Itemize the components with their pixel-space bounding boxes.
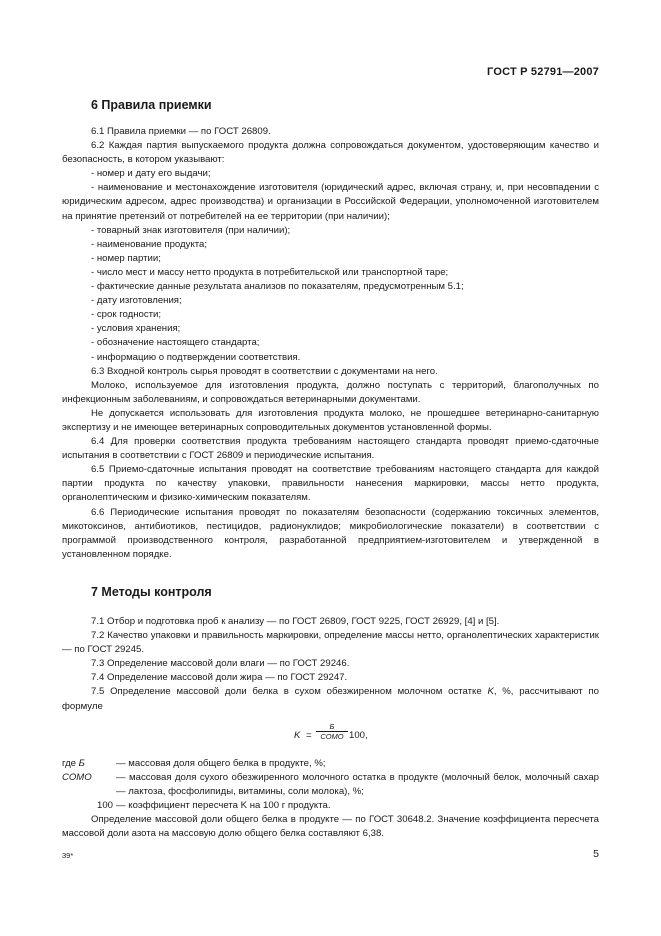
list-item: - срок годности; <box>91 309 162 321</box>
list-item: - номер и дату его выдачи; <box>91 168 211 180</box>
formula-equals: = <box>306 729 312 741</box>
formula-lhs: K <box>294 729 301 741</box>
para-7-2: 7.2 Качество упаковки и правильность маркировки, определение массы нетто, органолептических характеристик — по ГОСТ 29245. <box>62 630 599 656</box>
definition-text: — массовая доля общего белка в продукте, %; <box>116 757 326 769</box>
para-7-5-end: , %, рассчитывают по формуле <box>62 686 599 712</box>
para-6-3: 6.3 Входной контроль сырья проводят в соответствии с документами на него. <box>91 365 438 377</box>
para-6-2: 6.2 Каждая партия выпускаемого продукта должна сопровождаться документом, удостоверяющим качество и безопасность, в котором указывают: <box>62 140 599 166</box>
para-6-4: 6.4 Для проверки соответствия продукта требованиям настоящего стандарта проводят приемо-сдаточные испытания в соответствии с ГОСТ 26809 и периодические испытания. <box>62 436 599 462</box>
section-6-body <box>62 125 599 562</box>
para-6-1: 6.1 Правила приемки — по ГОСТ 26809. <box>91 126 271 137</box>
para-7-5 <box>62 685 599 713</box>
para-7-5-start: 7.5 Определение массовой доли белка в сухом обезжиренном молочном остатке <box>91 686 488 698</box>
definition-row <box>62 799 599 813</box>
para-6-3-milk: Молоко, используемое для изготовления продукта, должно поступать с территорий, благополучных по инфекционным заболеваниям, и сопровождаться ветеринарными документами. <box>62 379 599 405</box>
formula <box>62 723 599 751</box>
list-item: - товарный знак изготовителя (при наличии); <box>91 224 291 236</box>
list-item: - число мест и массу нетто продукта в потребительской или транспортной таре; <box>91 266 449 278</box>
list-item: - информацию о подтверждении соответствия. <box>91 351 301 363</box>
definition-symbol: 100 <box>96 799 113 811</box>
list-item: - наименование и местонахождение изготовителя (юридический адрес, включая страну, и, при несовпадении с юридическим адресом, адрес производства) и организации в Российской Федерации, уполномоченной изготовителем на принятие претензий от потребителей на ее территории (при наличии); <box>62 182 599 222</box>
definition-row <box>62 757 599 771</box>
definition-text: — массовая доля сухого обезжиренного молочного остатка в продукте (молочный белок, молочный сахар — лактоза, фосфолипиды, витамины, соли молока), %; <box>116 771 599 797</box>
section-6-title: 6 Правила приемки <box>91 98 212 112</box>
definition-prefix: где <box>62 757 79 769</box>
list-item: - номер партии; <box>91 252 161 264</box>
var-k: K <box>487 686 494 698</box>
definition-symbol: Б <box>78 757 85 769</box>
list-item: - фактические данные результата анализов по показателям, предусмотренным 5.1; <box>91 281 464 293</box>
page-number: 5 <box>593 848 599 860</box>
para-7-3: 7.3 Определение массовой доли влаги — по ГОСТ 29246. <box>91 658 350 670</box>
para-6-3-forbidden: Не допускается использовать для изготовления продукта молоко, не прошедшее ветеринарно-санитарную экспертизу и не имеющее ветеринарных сопроводительных документов установленной формы. <box>62 407 599 433</box>
definition-row <box>62 771 599 799</box>
formula-fraction <box>316 722 348 741</box>
para-7-5-protein: Определение массовой доли общего белка в продукте — по ГОСТ 30648.2. Значение коэффициента пересчета массовой доли азота на массовую долю общего белка составляют 6,38. <box>62 814 599 840</box>
para-6-6: 6.6 Периодические испытания проводят по показателям безопасности (содержанию токсичных элементов, микотоксинов, антибиотиков, пестицидов, радионуклидов; микробиологические показатели) в соответствии с программой производственного контроля, разработанной предприятием-изготовителем и утвержденной в установленном порядке. <box>62 506 599 560</box>
definition-symbol: СОМО <box>62 771 92 783</box>
list-item: - наименование продукта; <box>91 238 208 250</box>
footer-mark: 39* <box>62 851 74 860</box>
list-item: - условия хранения; <box>91 323 181 335</box>
standard-number: ГОСТ Р 52791—2007 <box>487 66 599 78</box>
formula-denominator: СОМО <box>320 731 344 741</box>
formula-multiplier: 100, <box>349 729 368 741</box>
formula-numerator: Б <box>316 722 348 732</box>
list-item: - дату изготовления; <box>91 295 182 307</box>
definition-text: — коэффициент пересчета K на 100 г продукта. <box>116 799 331 811</box>
section-7-body <box>62 615 599 841</box>
list-item: - обозначение настоящего стандарта; <box>91 337 260 349</box>
section-7-title: 7 Методы контроля <box>91 585 212 599</box>
para-7-1: 7.1 Отбор и подготовка проб к анализу — по ГОСТ 26809, ГОСТ 9225, ГОСТ 26929, [4] и [5]. <box>91 616 500 627</box>
para-7-4: 7.4 Определение массовой доли жира — по ГОСТ 29247. <box>91 672 348 684</box>
para-6-5: 6.5 Приемо-сдаточные испытания проводят на соответствие требованиям настоящего стандарта для каждой партии продукта по качеству упаковки, правильности нанесения маркировки, массы нетто продукта, органолептическим и физико-химическим показателям. <box>62 464 599 504</box>
